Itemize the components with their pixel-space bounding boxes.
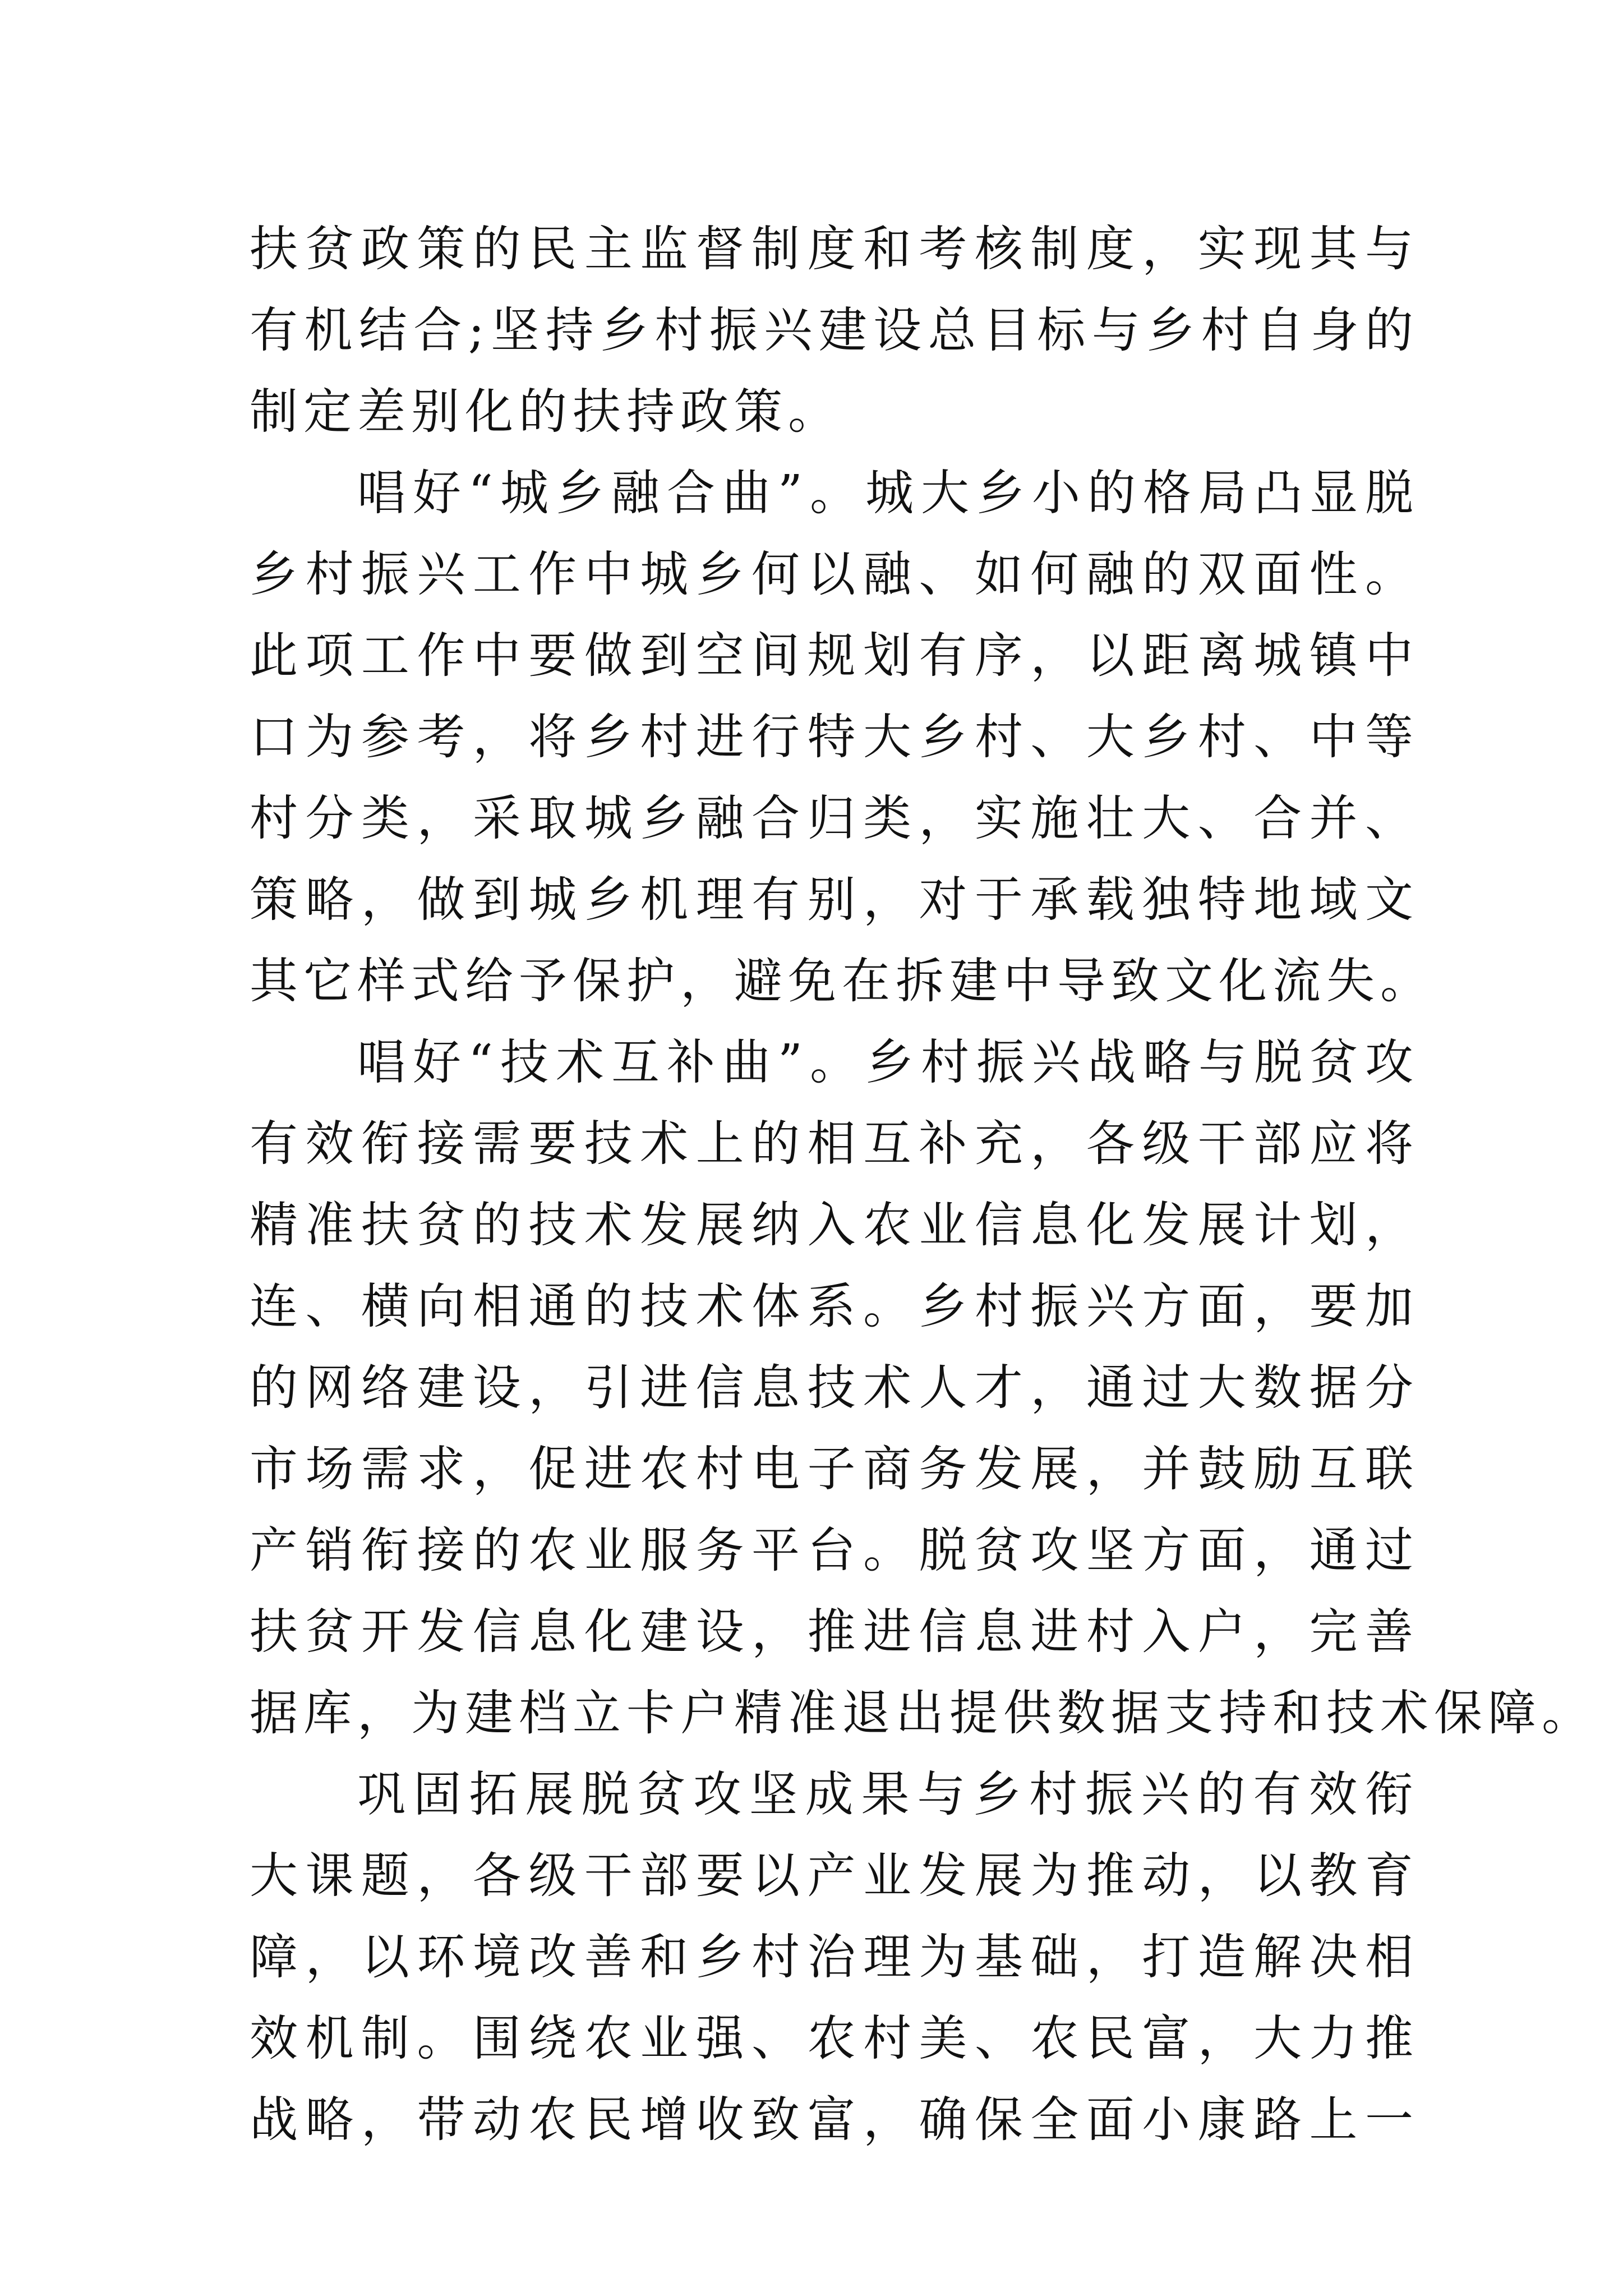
text-line: 唱好“技术互补曲”。乡村振兴战略与脱贫攻 (357, 1034, 1419, 1091)
text-line: 障，以环境改善和乡村治理为基础，打造解决相 (250, 1929, 1419, 1985)
body-text (250, 209, 1596, 2161)
text-line: 战略，带动农民增收致富，确保全面小康路上一 (250, 2092, 1419, 2148)
text-line: 精准扶贫的技术发展纳入农业信息化发展计划， (250, 1197, 1419, 1253)
text-line: 产销衔接的农业服务平台。脱贫攻坚方面，通过 (250, 1522, 1419, 1579)
text-line: 有机结合;坚持乡村振兴建设总目标与乡村自身的 (250, 302, 1419, 358)
text-line: 制定差别化的扶持政策。 (250, 384, 842, 440)
text-line: 村分类，采取城乡融合归类，实施壮大、合并、 (250, 790, 1419, 846)
text-line: 扶贫开发信息化建设，推进信息进村入户，完善 (250, 1604, 1419, 1660)
text-line: 巩固拓展脱贫攻坚成果与乡村振兴的有效衔 (357, 1766, 1419, 1823)
text-line: 据库，为建档立卡户精准退出提供数据支持和技术保障。 (250, 1685, 1596, 1741)
text-line: 乡村振兴工作中城乡何以融、如何融的双面性。 (250, 546, 1419, 602)
text-line: 有效衔接需要技术上的相互补充，各级干部应将 (250, 1116, 1419, 1172)
text-line: 大课题，各级干部要以产业发展为推动，以教育 (250, 1848, 1419, 1904)
text-line: 扶贫政策的民主监督制度和考核制度，实现其与 (250, 221, 1419, 277)
text-line: 市场需求，促进农村电子商务发展，并鼓励互联 (250, 1441, 1419, 1497)
text-line: 其它样式给予保护，避免在拆建中导致文化流失。 (250, 953, 1434, 1009)
text-line: 唱好“城乡融合曲”。城大乡小的格局凸显脱 (357, 465, 1419, 521)
text-line: 口为参考，将乡村进行特大乡村、大乡村、中等 (250, 709, 1419, 765)
text-line: 此项工作中要做到空间规划有序，以距离城镇中 (250, 628, 1419, 684)
text-line: 的网络建设，引进信息技术人才，通过大数据分 (250, 1360, 1419, 1416)
text-line: 效机制。围绕农业强、农村美、农民富，大力推 (250, 2010, 1419, 2067)
text-line: 策略，做到城乡机理有别，对于承载独特地域文 (250, 872, 1419, 928)
text-line: 连、横向相通的技术体系。乡村振兴方面，要加 (250, 1278, 1419, 1335)
